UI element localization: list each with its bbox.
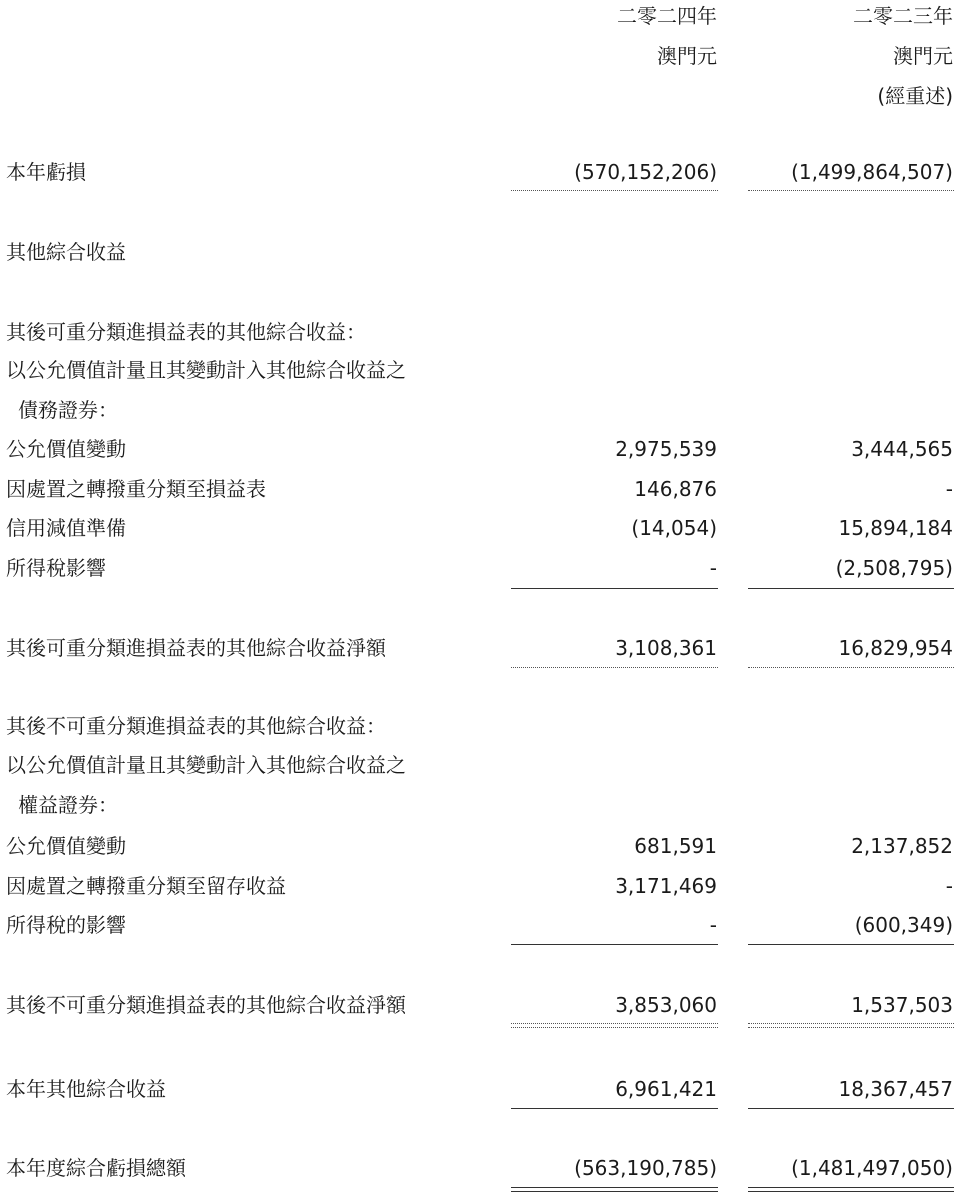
row-rec-credit-2023: 15,894,184 (838, 516, 953, 540)
underline-loss-2023 (748, 190, 954, 191)
row-rec-fv-2024: 2,975,539 (615, 437, 717, 461)
underline-loss-2024 (511, 190, 718, 191)
row-oci-total-2023: 18,367,457 (838, 1077, 953, 1101)
header-2023-year: 二零二三年 (853, 4, 953, 28)
section-oci-title: 其他綜合收益 (6, 240, 126, 264)
row-rec-credit-label: 信用減值準備 (6, 516, 126, 540)
row-rec-disp-2023: - (945, 477, 953, 501)
row-total-comprehensive-loss-2024: (563,190,785) (574, 1156, 717, 1180)
row-rec-credit-2024: (14,054) (631, 516, 717, 540)
section-reclassifiable-title: 其後可重分類進損益表的其他綜合收益： (6, 320, 366, 344)
row-oci-total-label: 本年其他綜合收益 (6, 1077, 166, 1101)
header-2024-year: 二零二四年 (617, 4, 717, 28)
underline-nrec-net-2024-a (511, 1023, 718, 1024)
header-2023-currency: 澳門元 (893, 44, 953, 68)
double-underline-total-2023-b (748, 1191, 954, 1192)
underline-rec-net-2023 (748, 667, 954, 668)
row-nrec-tax-2024: - (709, 913, 717, 937)
row-rec-disp-label: 因處置之轉撥重分類至損益表 (6, 477, 266, 501)
row-rec-net-label: 其後可重分類進損益表的其他綜合收益淨額 (6, 636, 386, 660)
double-underline-total-2023-a (748, 1187, 954, 1188)
row-nrec-fv-2024: 681,591 (634, 834, 717, 858)
row-rec-disp-2024: 146,876 (634, 477, 717, 501)
row-nrec-tax-2023: (600,349) (854, 913, 953, 937)
row-rec-net-2024: 3,108,361 (615, 636, 717, 660)
row-rec-fv-label: 公允價值變動 (6, 437, 126, 461)
underline-rec-tax-2023 (748, 588, 954, 589)
row-rec-fv-2023: 3,444,565 (851, 437, 953, 461)
row-nrec-fv-label: 公允價值變動 (6, 834, 126, 858)
row-oci-total-2024: 6,961,421 (615, 1077, 717, 1101)
row-nrec-net-2024: 3,853,060 (615, 993, 717, 1017)
section-reclassifiable-subtitle-2: 債務證券： (18, 398, 118, 422)
row-nrec-disp-label: 因處置之轉撥重分類至留存收益 (6, 874, 286, 898)
underline-nrec-tax-2023 (748, 944, 954, 945)
row-nrec-disp-2024: 3,171,469 (615, 874, 717, 898)
section-reclassifiable-subtitle-1: 以公允價值計量且其變動計入其他綜合收益之 (6, 358, 406, 382)
header-2023-restated-note: (經重述) (877, 84, 953, 108)
row-rec-tax-label: 所得稅影響 (6, 556, 106, 580)
underline-oci-total-2023 (748, 1108, 954, 1109)
underline-nrec-net-2023-a (748, 1023, 954, 1024)
row-nrec-net-2023: 1,537,503 (851, 993, 953, 1017)
row-loss-2024: (570,152,206) (574, 160, 717, 184)
underline-nrec-net-2023-b (748, 1027, 954, 1028)
row-total-comprehensive-loss-label: 本年度綜合虧損總額 (6, 1156, 186, 1180)
row-total-comprehensive-loss-2023: (1,481,497,050) (791, 1156, 953, 1180)
underline-oci-total-2024 (511, 1108, 718, 1109)
row-nrec-disp-2023: - (945, 874, 953, 898)
section-nonreclassifiable-subtitle-1: 以公允價值計量且其變動計入其他綜合收益之 (6, 753, 406, 777)
row-loss-2023: (1,499,864,507) (791, 160, 953, 184)
double-underline-total-2024-b (511, 1191, 718, 1192)
double-underline-total-2024-a (511, 1187, 718, 1188)
section-nonreclassifiable-title: 其後不可重分類進損益表的其他綜合收益： (6, 714, 386, 738)
underline-nrec-tax-2024 (511, 944, 718, 945)
row-rec-net-2023: 16,829,954 (838, 636, 953, 660)
header-2024-currency: 澳門元 (657, 44, 717, 68)
row-rec-tax-2024: - (709, 556, 717, 580)
row-nrec-fv-2023: 2,137,852 (851, 834, 953, 858)
underline-rec-tax-2024 (511, 588, 718, 589)
section-nonreclassifiable-subtitle-2: 權益證券： (18, 793, 118, 817)
row-nrec-net-label: 其後不可重分類進損益表的其他綜合收益淨額 (6, 993, 406, 1017)
underline-nrec-net-2024-b (511, 1027, 718, 1028)
row-nrec-tax-label: 所得稅的影響 (6, 913, 126, 937)
row-loss-label: 本年虧損 (6, 160, 86, 184)
row-rec-tax-2023: (2,508,795) (835, 556, 953, 580)
underline-rec-net-2024 (511, 667, 718, 668)
